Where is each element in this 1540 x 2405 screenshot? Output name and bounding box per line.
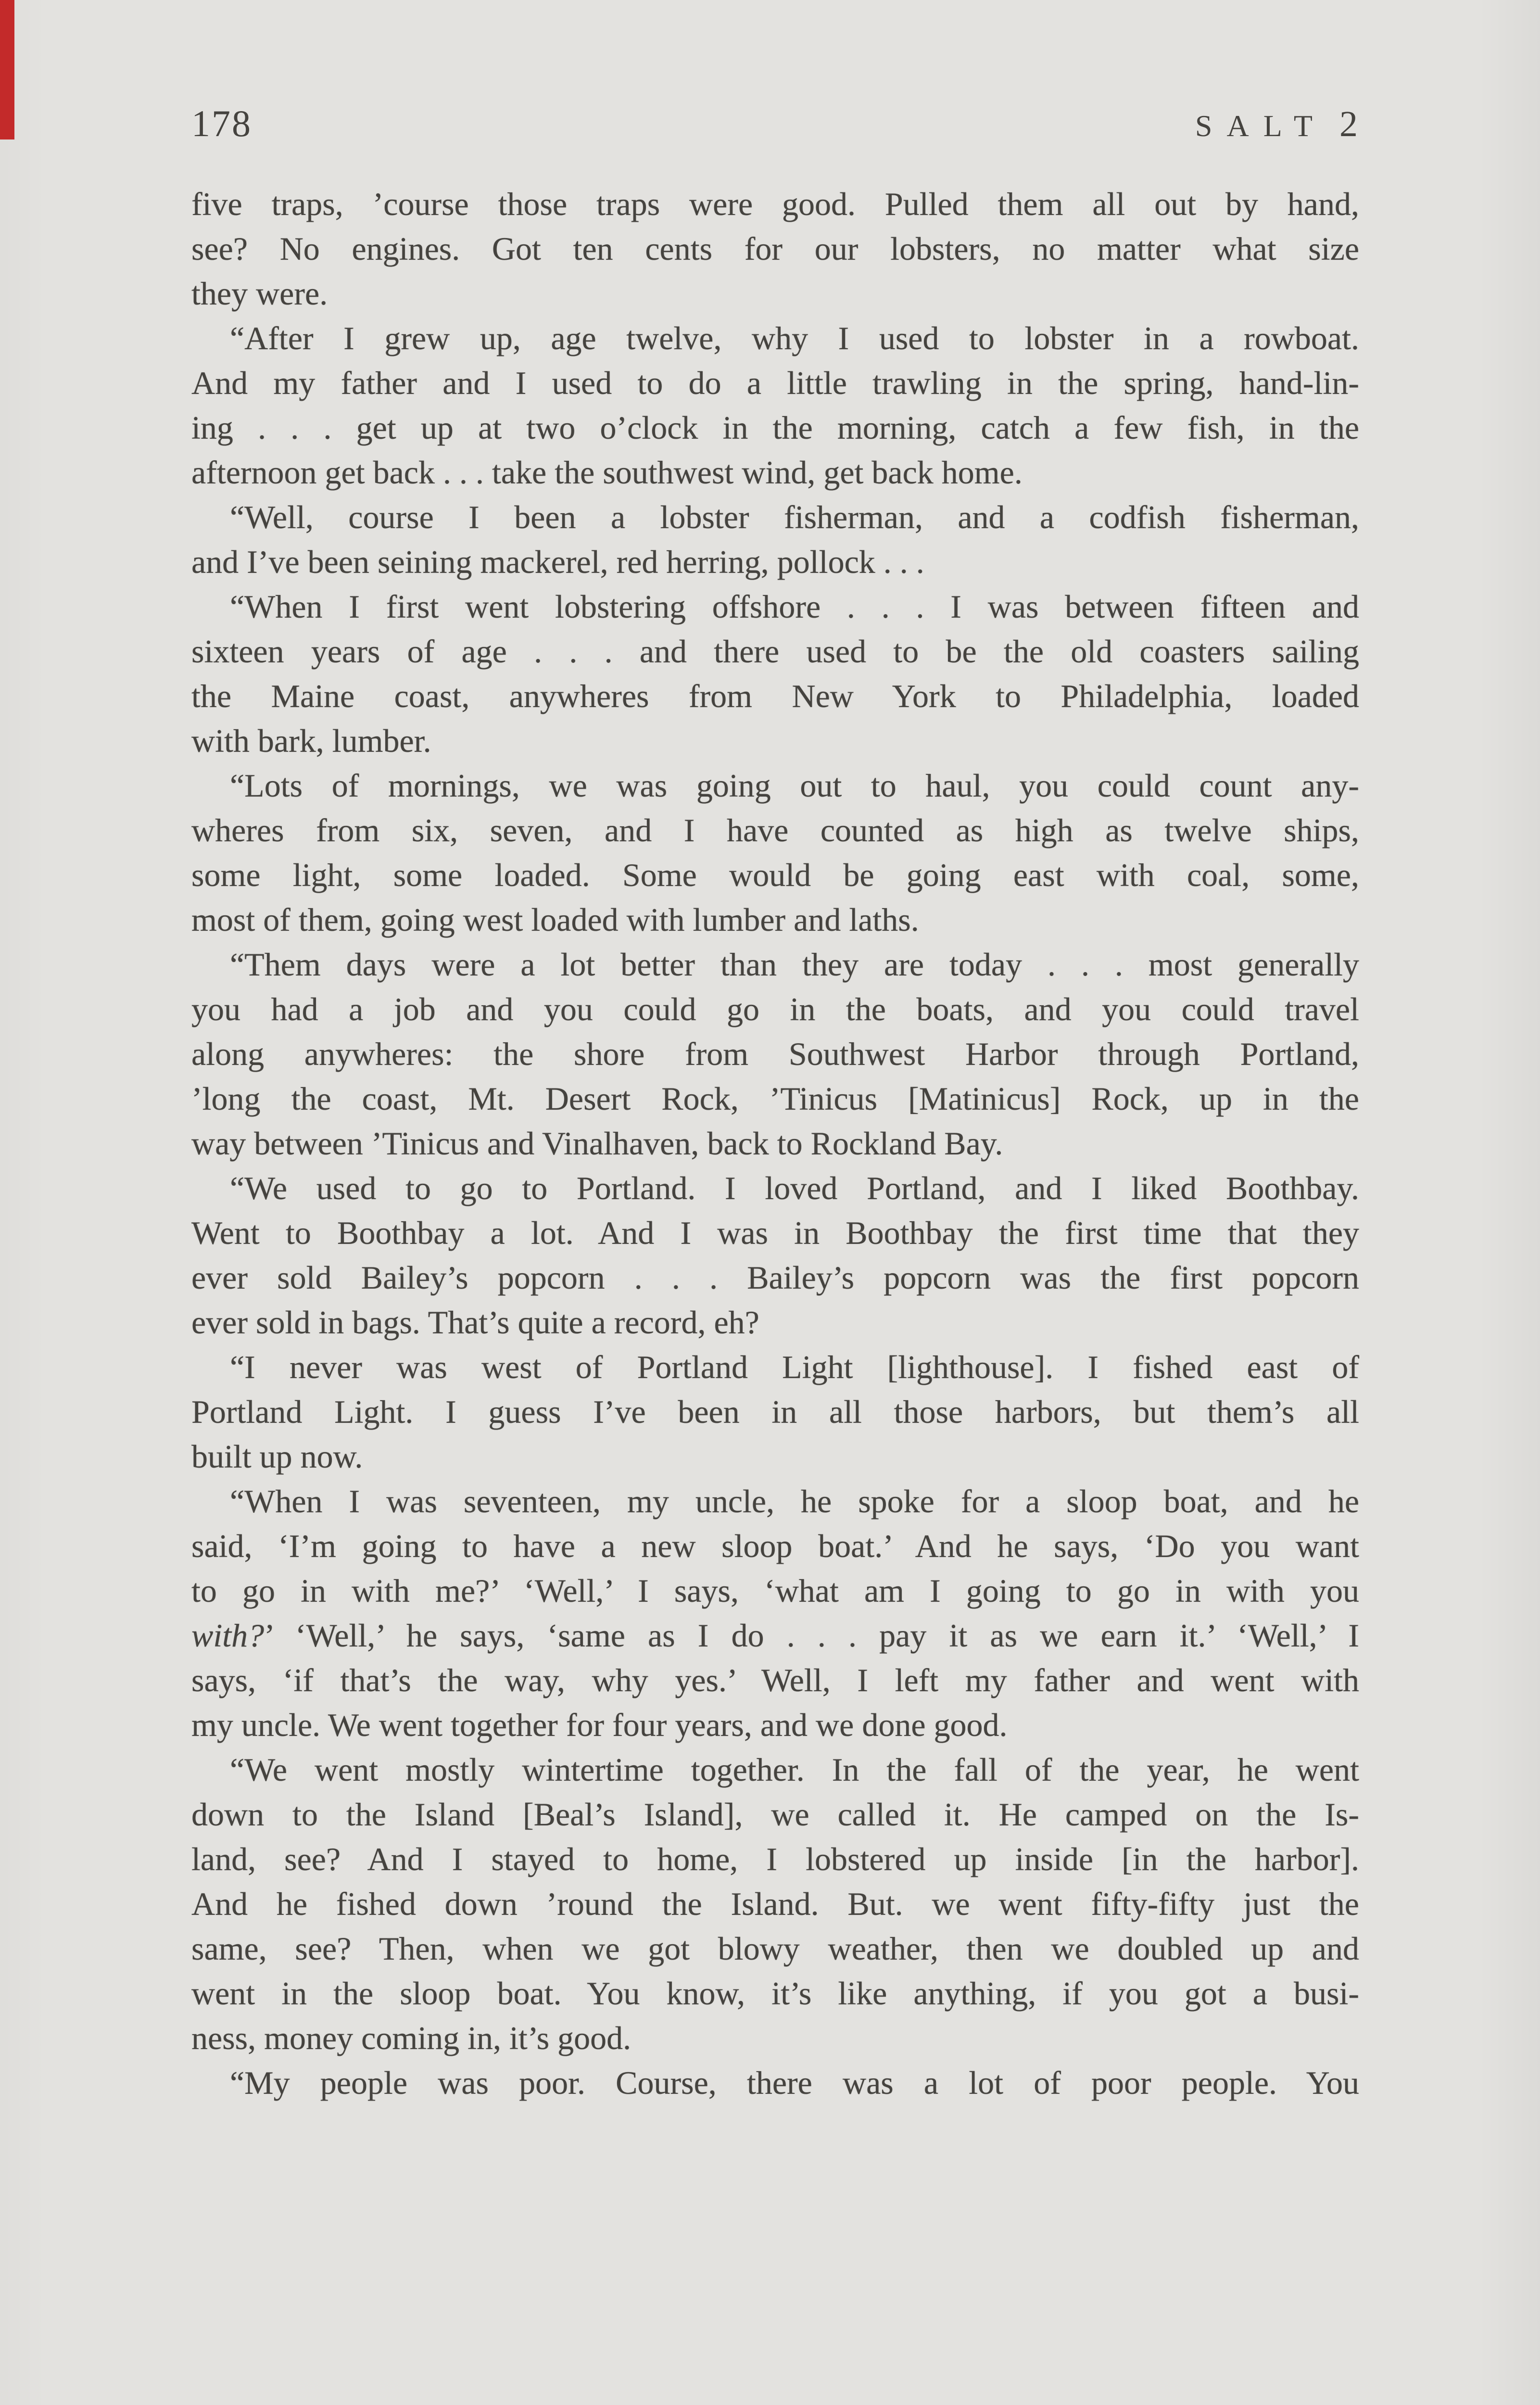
text-line: most of them, going west loaded with lumber and laths. bbox=[191, 901, 919, 938]
red-edge-mark bbox=[0, 0, 14, 139]
italic-text: with? bbox=[191, 1617, 265, 1654]
text-line: see? No engines. Got ten cents for our lobsters, no matter what size bbox=[191, 230, 1359, 267]
text-line: “Well, course I been a lobster fisherman, and a codfish fisherman, bbox=[230, 499, 1359, 535]
text-line: you had a job and you could go in the boats, and you could travel bbox=[191, 991, 1359, 1027]
text-line: “My people was poor. Course, there was a lot of poor people. You bbox=[230, 2064, 1359, 2101]
running-title-number: 2 bbox=[1339, 104, 1358, 144]
text-line: sixteen years of age . . . and there used to be the old coasters sailing bbox=[191, 633, 1359, 670]
body-text bbox=[191, 182, 1359, 2105]
text-line: “We went mostly wintertime together. In the fall of the year, he went bbox=[230, 1751, 1359, 1788]
text-line: Went to Boothbay a lot. And I was in Boothbay the first time that they bbox=[191, 1215, 1359, 1251]
text-line: built up now. bbox=[191, 1438, 363, 1475]
text-line: they were. bbox=[191, 275, 328, 312]
page-number: 178 bbox=[191, 102, 252, 144]
text-line: my uncle. We went together for four years, and we done good. bbox=[191, 1707, 1008, 1743]
text-line: says, ‘if that’s the way, why yes.’ Well, I left my father and went with bbox=[191, 1662, 1359, 1698]
text-line: some light, some loaded. Some would be going east with coal, some, bbox=[191, 857, 1359, 893]
text-line: land, see? And I stayed to home, I lobstered up inside [in the harbor]. bbox=[191, 1841, 1359, 1877]
text-line: way between ’Tinicus and Vinalhaven, back to Rockland Bay. bbox=[191, 1125, 1003, 1162]
text-line: “We used to go to Portland. I loved Portland, and I liked Boothbay. bbox=[230, 1170, 1359, 1206]
text-line: ever sold in bags. That’s quite a record, eh? bbox=[191, 1304, 759, 1341]
text-line: and I’ve been seining mackerel, red herring, pollock . . . bbox=[191, 544, 924, 580]
text-line: with bark, lumber. bbox=[191, 722, 431, 759]
text-line: “Them days were a lot better than they are today . . . most generally bbox=[230, 946, 1359, 983]
text-line: “After I grew up, age twelve, why I used to lobster in a rowboat. bbox=[230, 320, 1359, 356]
text-line: ing . . . get up at two o’clock in the morning, catch a few fish, in the bbox=[191, 409, 1359, 446]
text-line: Portland Light. I guess I’ve been in all those harbors, but them’s all bbox=[191, 1393, 1359, 1430]
text-line: ever sold Bailey’s popcorn . . . Bailey’s popcorn was the first popcorn bbox=[191, 1259, 1359, 1296]
text-line bbox=[191, 1613, 1359, 1658]
page-header bbox=[191, 102, 1358, 145]
text-segment: ’ ‘Well,’ he says, ‘same as I do . . . pay it as we earn it.’ ‘Well,’ I bbox=[264, 1617, 1359, 1654]
text-line: went in the sloop boat. You know, it’s like anything, if you got a busi- bbox=[191, 1975, 1359, 2012]
text-line: down to the Island [Beal’s Island], we called it. He camped on the Is- bbox=[191, 1796, 1359, 1833]
running-title bbox=[1195, 103, 1358, 145]
text-line: “When I was seventeen, my uncle, he spoke for a sloop boat, and he bbox=[230, 1483, 1359, 1519]
text-line: “I never was west of Portland Light [lighthouse]. I fished east of bbox=[230, 1349, 1359, 1385]
text-line: ness, money coming in, it’s good. bbox=[191, 2020, 631, 2056]
text-line: same, see? Then, when we got blowy weather, then we doubled up and bbox=[191, 1930, 1359, 1967]
text-line: And he fished down ’round the Island. But. we went fifty-fifty just the bbox=[191, 1886, 1359, 1922]
running-title-word: SALT bbox=[1195, 109, 1327, 143]
text-line: afternoon get back . . . take the southwest wind, get back home. bbox=[191, 454, 1022, 491]
text-line: And my father and I used to do a little trawling in the spring, hand-lin- bbox=[191, 365, 1359, 401]
text-line: the Maine coast, anywheres from New York to Philadelphia, loaded bbox=[191, 678, 1359, 714]
text-line: “Lots of mornings, we was going out to haul, you could count any- bbox=[230, 767, 1359, 804]
text-line: ’long the coast, Mt. Desert Rock, ’Tinicus [Matinicus] Rock, up in the bbox=[191, 1080, 1359, 1117]
text-line: wheres from six, seven, and I have counted as high as twelve ships, bbox=[191, 812, 1359, 848]
text-line: along anywheres: the shore from Southwest Harbor through Portland, bbox=[191, 1036, 1359, 1072]
text-line: “When I first went lobstering offshore . . . I was between fifteen and bbox=[230, 588, 1359, 625]
text-line: five traps, ’course those traps were good. Pulled them all out by hand, bbox=[191, 186, 1359, 222]
text-line: said, ‘I’m going to have a new sloop boat.’ And he says, ‘Do you want bbox=[191, 1528, 1359, 1564]
text-line: to go in with me?’ ‘Well,’ I says, ‘what am I going to go in with you bbox=[191, 1572, 1359, 1609]
